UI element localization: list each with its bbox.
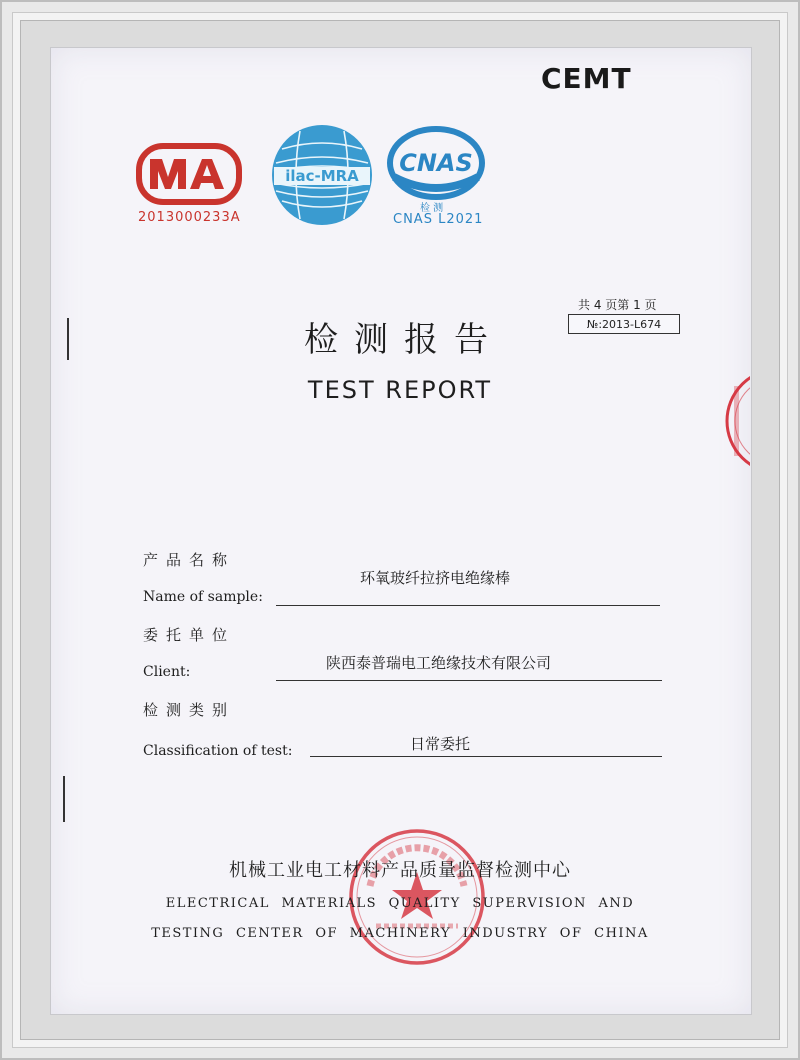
class-label-cn: 检测类别: [143, 701, 236, 719]
edge-seal-stamp: [724, 366, 750, 476]
client-value: 陕西泰普瑞电工绝缘技术有限公司: [326, 654, 552, 672]
issuer-name-en-line1: ELECTRICAL MATERIALS QUALITY SUPERVISION AND: [165, 896, 635, 911]
client-label-en: Client:: [143, 664, 191, 680]
cma-code: 2013000233A: [138, 210, 241, 225]
cnas-sub-label: 检 测: [420, 203, 444, 214]
sample-underline: [276, 605, 660, 606]
page-count: 共 4 页第 1 页: [578, 298, 657, 312]
issuer-name-cn: 机械工业电工材料产品质量监督检测中心: [229, 860, 571, 881]
svg-text:CNAS: CNAS: [399, 149, 473, 177]
cemt-logo: CEMT: [541, 62, 632, 95]
sample-label-en: Name of sample:: [143, 589, 263, 605]
margin-tick-bottom: [63, 776, 65, 822]
class-underline: [310, 756, 662, 757]
report-number: №:2013-L674: [568, 314, 680, 334]
report-title-cn: 检测报告: [304, 320, 504, 360]
ilac-mra-logo-icon: [270, 123, 374, 227]
issuer-name-en-line2: TESTING CENTER OF MACHINERY INDUSTRY OF CHINA: [151, 926, 649, 941]
cma-logo-icon: [136, 143, 242, 205]
client-label-cn: 委托单位: [143, 626, 236, 644]
client-underline: [276, 680, 662, 681]
sample-label-cn: 产品名称: [143, 551, 236, 569]
class-value: 日常委托: [410, 735, 471, 753]
class-label-en: Classification of test:: [143, 743, 293, 759]
sample-value: 环氧玻纤拉挤电绝缘棒: [360, 569, 511, 587]
svg-text:ilac-MRA: ilac-MRA: [285, 167, 359, 185]
cnas-logo-icon: [386, 125, 486, 203]
cnas-code: CNAS L2021: [393, 212, 484, 227]
report-title-en: TEST REPORT: [307, 376, 493, 404]
